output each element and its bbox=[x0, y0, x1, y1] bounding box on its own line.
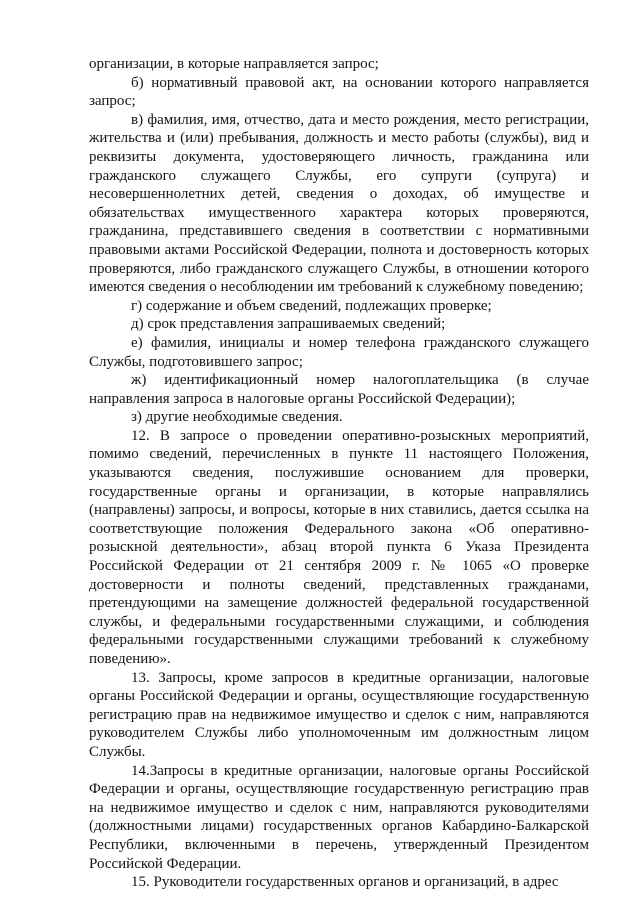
paragraph-15: 15. Руководители государственных органов и организаций, в адрес bbox=[131, 874, 559, 891]
paragraph-b: б) нормативный правовой акт, на основании которого направляется запрос; bbox=[89, 74, 589, 110]
paragraph-13: 13. Запросы, кроме запросов в кредитные организации, налоговые органы Российской Федерации и органы, осуществляющие государственную регистрацию прав на недвижимое имущество и сделок с ним, направляются руководителем Службы либо уполномоченным им должностным лицом Службы. bbox=[89, 669, 589, 760]
document-page bbox=[89, 55, 589, 892]
paragraph-e: е) фамилия, инициалы и номер телефона гражданского служащего Службы, подготовившего запрос; bbox=[89, 334, 589, 370]
paragraph-v: в) фамилия, имя, отчество, дата и место рождения, место регистрации, жительства и (или) пребывания, должность и место работы (службы), вид и реквизиты документа, удостоверяющего личность, гражданина или гражданского служащего Службы, его супруги (супруга) и несовершеннолетних детей, сведения о доходах, об имуществе и обязательствах имущественного характера которых проверяются, гражданина, представившего сведения в соответствии с нормативными правовыми актами Российской Федерации, полнота и достоверность которых проверяются, либо гражданского служащего Службы, в отношении которого имеются сведения о несоблюдении им требований к служебному поведению; bbox=[89, 111, 589, 296]
paragraph-g: г) содержание и объем сведений, подлежащих проверке; bbox=[131, 297, 492, 314]
paragraph-zh: ж) идентификационный номер налогоплательщика (в случае направления запроса в налоговые органы Российской Федерации); bbox=[89, 372, 589, 407]
paragraph-d: д) срок представления запрашиваемых сведений; bbox=[131, 316, 446, 333]
paragraph-14: 14.Запросы в кредитные организации, налоговые органы Российской Федерации и органы, осуществляющие государственную регистрацию прав на недвижимое имущество и сделок с ним, направляются руководителями (должностными лицами) государственных органов Кабардино-Балкарской Республики, включенными в перечень, утвержденный Президентом Российской Федерации. bbox=[89, 762, 589, 872]
paragraph-z: з) другие необходимые сведения. bbox=[131, 409, 343, 426]
paragraph-a-continuation: организации, в которые направляется запрос; bbox=[89, 56, 379, 72]
paragraph-12: 12. В запросе о проведении оперативно-розыскных мероприятий, помимо сведений, перечисленных в пункте 11 настоящего Положения, указываются сведения, послужившие основанием для проверки, государственные органы и организации, в которые направлялись (направлены) запросы, и вопросы, которые в них ставились, дается ссылка на соответствующие положения Федерального закона «Об оперативно-розыскной деятельности», абзац второй пункта 6 Указа Президента Российской Федерации от 21 сентября 2009 г. № 1065 «О проверке достоверности и полноты сведений, представленных гражданами, претендующими на замещение должностей федеральной государственной службы, и федеральными государственными служащими, и соблюдения федеральными государственными служащими требований к служебному поведению». bbox=[89, 427, 589, 667]
